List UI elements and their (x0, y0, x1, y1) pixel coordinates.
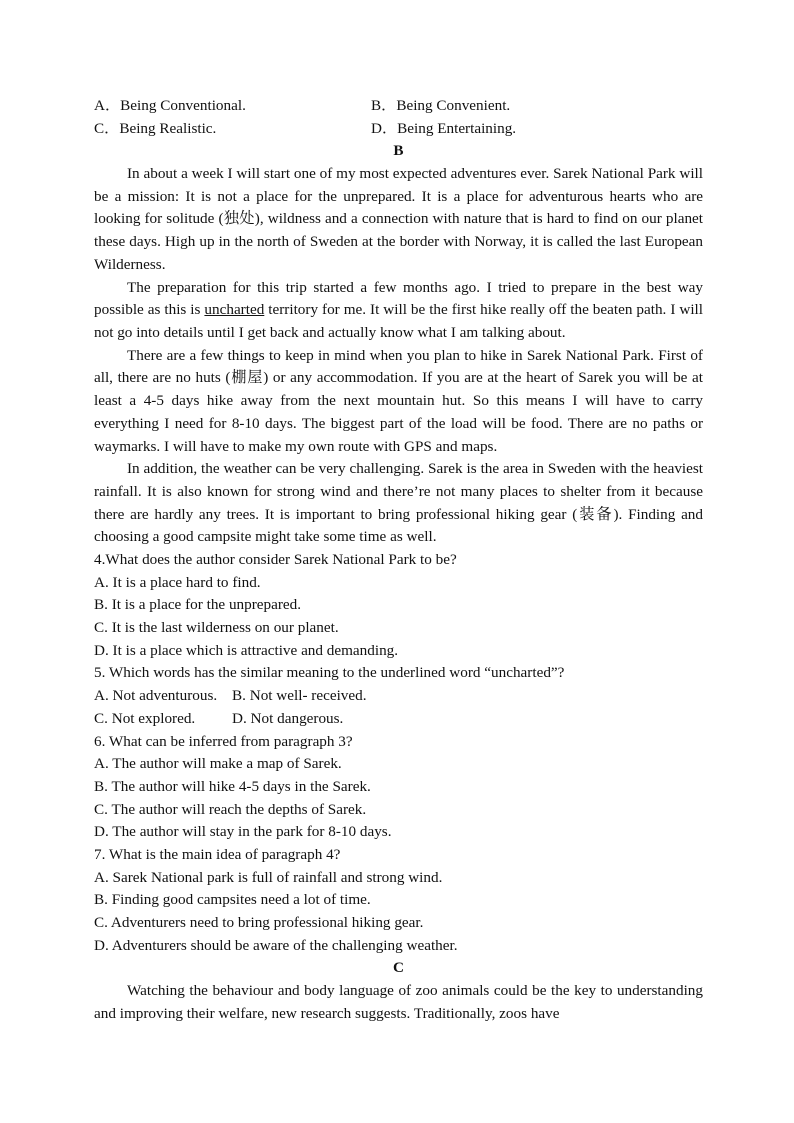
question-6-option-d: D. The author will stay in the park for 8-10 days. (94, 823, 392, 841)
question-5-option-c: C. Not explored. (94, 709, 196, 727)
question-7-option-a: A. Sarek National park is full of rainfall and strong wind. (94, 868, 443, 886)
question-5-stem: 5. Which words has the similar meaning to the underlined word “uncharted”? (94, 664, 565, 682)
section-c-heading: C (393, 959, 404, 977)
section-b-paragraph-4: In addition, the weather can be very challenging. Sarek is the area in Sweden with the heaviest rainfall. It is also known for strong wind and there’re not many places to shelter from it because there are hardly any trees. It is important to bring professional hiking gear (装备). Finding and choosing a good campsite might take some time as well. (94, 460, 703, 546)
question-7-option-d: D. Adventurers should be aware of the challenging weather. (94, 936, 458, 954)
question-6-option-c: C. The author will reach the depths of Sarek. (94, 800, 367, 818)
exam-page (94, 95, 703, 1025)
question-4 (94, 549, 703, 662)
question-6-stem: 6. What can be inferred from paragraph 3? (94, 732, 353, 750)
question-6-option-a: A. The author will make a map of Sarek. (94, 755, 342, 773)
section-b-paragraph-3: There are a few things to keep in mind when you plan to hike in Sarek National Park. First of all, there are no huts (棚屋) or any accommodation. If you are at the heart of Sarek you will be at least a 4-5 days hike away from the next mountain hut. So this means I will have to carry everything I need for 8-10 days. The biggest part of the load will be food. There are no paths or waymarks. I will have to make my own route with GPS and maps. (94, 346, 703, 455)
option-b: B．Being Convenient. (371, 97, 511, 114)
section-b-paragraph-1: In about a week I will start one of my most expected adventures ever. Sarek National Park will be a mission: It is not a place for the unprepared. It is a place for adventurous hearts who are looking for solitude (独处), wildness and a connection with nature that is hard to find on our planet these days. High up in the north of Sweden at the border with Norway, it is called the last European Wilderness. (94, 165, 703, 273)
question-4-option-c: C. It is the last wilderness on our planet. (94, 619, 339, 637)
paragraph-2-text-end: territory for me. It will be the first hike really off the beaten path. I will not go into details until I get back and actually know what I am talking about. (94, 301, 703, 341)
question-4-option-a: A. It is a place hard to find. (94, 573, 261, 591)
section-b-heading: B (393, 142, 404, 160)
question-5-options-cd (94, 708, 703, 731)
underlined-word-uncharted: uncharted (204, 301, 265, 319)
question-5-option-a: A. Not adventurous. (94, 687, 218, 705)
question-5-option-b: B. Not well- received. (232, 687, 367, 705)
question-7-stem: 7. What is the main idea of paragraph 4? (94, 845, 341, 863)
question-5 (94, 662, 703, 730)
question-4-stem: 4.What does the author consider Sarek National Park to be? (94, 551, 457, 569)
question-7-option-b: B. Finding good campsites need a lot of time. (94, 891, 371, 909)
question-5-options-ab (94, 685, 703, 708)
question-7 (94, 844, 703, 957)
question-6-option-b: B. The author will hike 4-5 days in the Sarek. (94, 777, 371, 795)
question-4-option-b: B. It is a place for the unprepared. (94, 596, 302, 614)
question-4-option-d: D. It is a place which is attractive and demanding. (94, 641, 399, 659)
section-b-paragraph-2 (94, 277, 703, 345)
option-c: C．Being Realistic. (94, 119, 217, 137)
question-6 (94, 731, 703, 844)
option-a: A．Being Conventional. (94, 97, 246, 114)
option-row-cd (94, 118, 703, 141)
section-c-paragraph-1: Watching the behaviour and body language of zoo animals could be the key to understanding and improving their welfare, new research suggests. Traditionally, zoos have (94, 982, 703, 1022)
option-d: D．Being Entertaining. (371, 119, 517, 137)
option-row-ab (94, 95, 703, 118)
paragraph-2-text-start: The preparation for this trip started a few months ago. I tried to prepare in the best way possible as this is (94, 278, 703, 319)
question-7-option-c: C. Adventurers need to bring professional hiking gear. (94, 914, 424, 932)
question-5-option-d: D. Not dangerous. (232, 709, 344, 727)
